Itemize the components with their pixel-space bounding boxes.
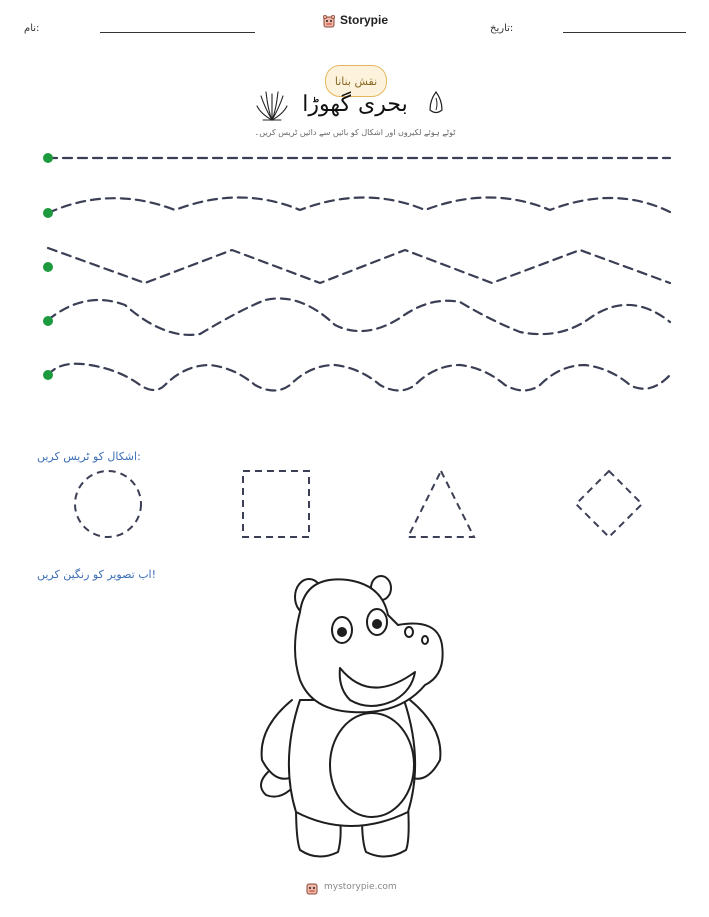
date-label: تاریخ: [490, 23, 514, 34]
start-dot [43, 208, 53, 218]
storypie-logo-icon [305, 880, 319, 894]
trace-line-wave[interactable] [48, 198, 670, 214]
hippo-illustration[interactable] [261, 576, 443, 857]
footer-url[interactable]: mystorypie.com [324, 882, 397, 892]
start-dot [43, 153, 53, 163]
start-dot [43, 370, 53, 380]
hippo-eye [372, 619, 382, 629]
trace-diamond[interactable] [576, 471, 642, 537]
color-section-label: اب تصویر کو رنگین کریں! [37, 568, 157, 581]
start-dot [43, 262, 53, 272]
footer [305, 880, 397, 894]
start-dot [43, 316, 53, 326]
trace-line-wave-2[interactable] [48, 298, 670, 334]
shapes-section-label: اشکال کو ٹریس کریں: [37, 450, 141, 463]
trace-triangle[interactable] [408, 471, 474, 537]
hippo-eye [337, 627, 347, 637]
activity-badge: نقش بنانا [325, 65, 387, 97]
brand-name: Storypie [340, 13, 389, 27]
instructions: ٹوٹے ہوئے لکیروں اور اشکال کو بائیں سے دائیں ٹریس کریں۔ [254, 128, 456, 137]
trace-line-wave-large[interactable] [48, 364, 670, 391]
trace-line-zigzag[interactable] [48, 248, 670, 283]
name-label: نام: [24, 23, 40, 34]
trace-circle[interactable] [75, 471, 141, 537]
trace-square[interactable] [243, 471, 309, 537]
page-title: بحری گھوڑا [302, 92, 408, 117]
